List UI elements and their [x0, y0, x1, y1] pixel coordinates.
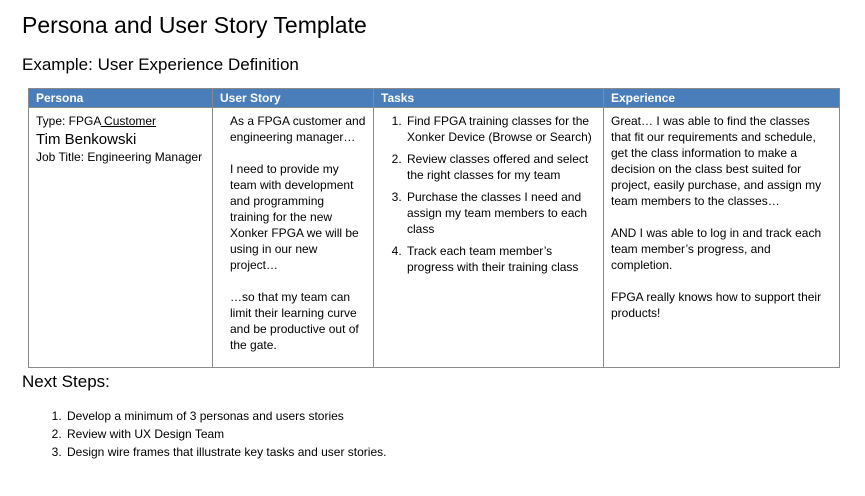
experience-cell: [604, 108, 840, 368]
task-item: 1. Find FPGA training classes for the Xonker Device (Browse or Search): [405, 113, 596, 145]
page-title: Persona and User Story Template: [22, 12, 367, 38]
tasks-cell: [374, 108, 604, 368]
next-steps-title: Next Steps:: [22, 372, 110, 391]
persona-job-title: Job Title: Engineering Manager: [36, 150, 203, 164]
table-header-row: [29, 89, 840, 108]
header-persona: Persona: [29, 89, 213, 108]
user-story-paragraph: I need to provide my team with development and programming training for the new Xonker FPGA we will be using in our new project…: [230, 162, 359, 272]
tasks-list: [381, 113, 596, 275]
experience-paragraph: AND I was able to log in and track each team member’s progress, and completion.: [611, 226, 822, 272]
user-story-paragraph: As a FPGA customer and engineering manager…: [230, 114, 366, 144]
next-step-item: 3. Design wire frames that illustrate key tasks and user stories.: [65, 443, 386, 461]
next-steps-list: [42, 407, 386, 461]
persona-type-prefix: Type: FPGA: [36, 114, 101, 128]
experience-paragraph: Great… I was able to find the classes that fit our requirements and schedule, get the class information to make a decision on the class best suited for project, easily purchase, and assign my team members to the classes…: [611, 114, 822, 208]
task-item: 4. Track each team member’s progress with their training class: [405, 243, 596, 275]
next-step-item: 2. Review with UX Design Team: [65, 425, 386, 443]
header-user-story: User Story: [213, 89, 374, 108]
persona-type-value: Customer: [100, 114, 157, 128]
task-item: 2. Review classes offered and select the right classes for my team: [405, 151, 596, 183]
persona-cell: [29, 108, 213, 368]
persona-type: [36, 113, 205, 130]
user-story-paragraph: …so that my team can limit their learning curve and be productive out of the gate.: [230, 290, 359, 352]
user-story-cell: [213, 108, 374, 368]
header-experience: Experience: [604, 89, 840, 108]
persona-story-table: [28, 88, 840, 368]
next-step-item: 1. Develop a minimum of 3 personas and users stories: [65, 407, 386, 425]
persona-name: Tim Benkowski: [36, 131, 137, 148]
experience-paragraph: FPGA really knows how to support their products!: [611, 290, 822, 320]
page-subtitle: Example: User Experience Definition: [22, 55, 299, 74]
table-row: [29, 108, 840, 368]
header-tasks: Tasks: [374, 89, 604, 108]
task-item: 3. Purchase the classes I need and assign my team members to each class: [405, 189, 596, 237]
